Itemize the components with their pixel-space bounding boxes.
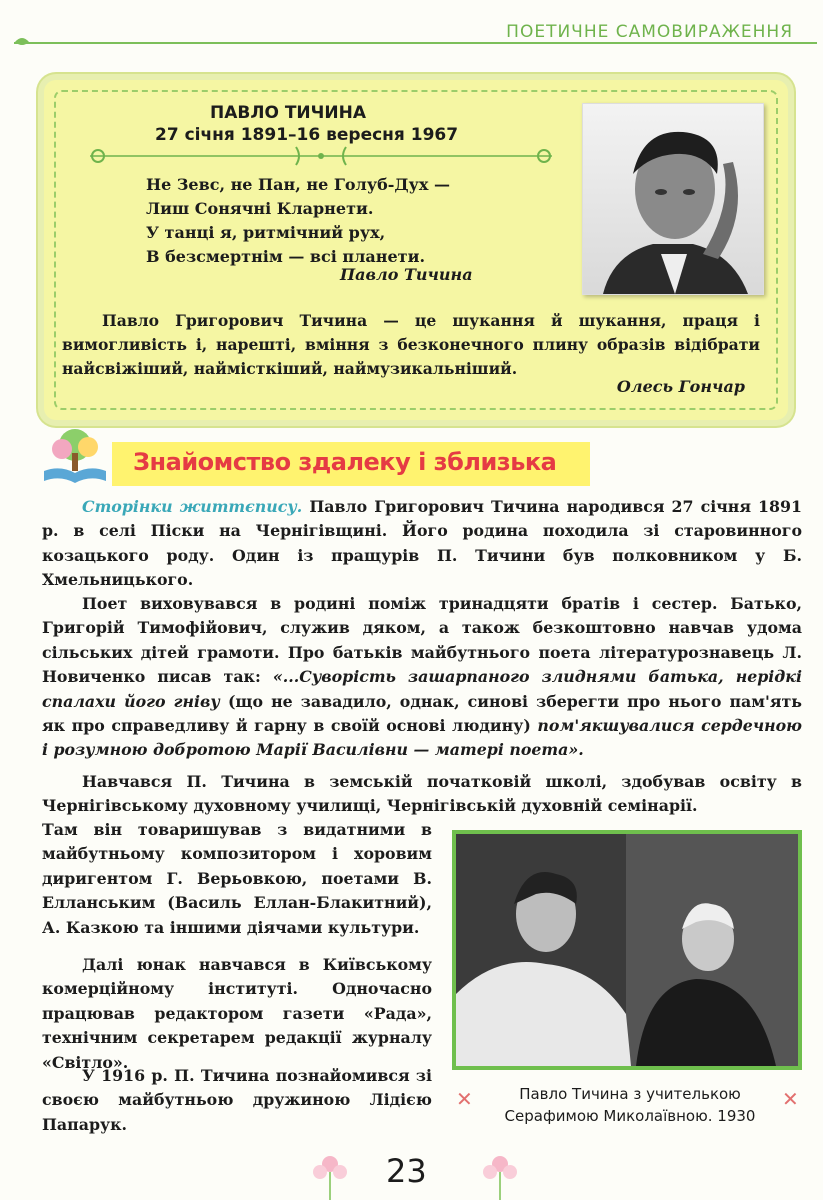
paragraph-3: Навчався П. Тичина в земській початковій школі, здобував освіту в Чернігівському духовному училищі, Чернігівській духовній семінарії. — [42, 772, 802, 816]
section-title: Знайомство здалеку і зблизька — [133, 448, 557, 476]
paragraph-2: Поет виховувався в родині поміж тринадцяти братів і сестер. Батько, Григорій Тимофійович, служив дяком, а також безкоштовно навчав удома сільських дітей грамоти. Про батьків майбутнього поета літературознавець Л. Новиченко писав так: «...Суворість зашарпаного злиднями батька, нерідкі спалахи його гніву (що не завадило, однак, синові зберегти про нього пам'ять як про справедливу й гарну в своїй основі людину) пом'якшувалися сердечною і розумною добротою Марії Василівни — матері поета». — [42, 594, 803, 760]
page-number: 23 — [386, 1152, 427, 1190]
leaf-icon — [14, 36, 30, 48]
book-tree-icon — [40, 425, 110, 487]
quote-author: Олесь Гончар — [616, 377, 745, 396]
poet-dates: 27 січня 1891–16 вересня 1967 — [155, 125, 459, 145]
lead-in: Сторінки життєпису. — [82, 497, 303, 516]
critic-quote: Павло Григорович Тичина — це шукання й шукання, праця і вимогливість і, нарешті, вміння з безконечного плину образів відібрати найсвіжіший, наймісткіший, наймузикальніший. — [62, 311, 760, 378]
verse-author: Павло Тичина — [340, 265, 473, 284]
flower-ornament-icon — [300, 1150, 360, 1200]
paragraph-6: У 1916 р. П. Тичина познайомився зі своєю майбутньою дружиною Лідією Папарук. — [42, 1066, 432, 1134]
verse — [146, 173, 450, 269]
verse-line: Лиш Сонячні Кларнети. — [146, 199, 374, 218]
verse-line: Не Зевс, не Пан, не Голуб-Дух — — [146, 175, 450, 194]
historic-photo — [452, 830, 802, 1070]
verse-line: В безсмертнім — всі планети. — [146, 247, 426, 266]
paragraph-5: Далі юнак навчався в Київському комерційному інституті. Одночасно працював редактором газети «Рада», технічним секретарем редакції журналу «Світло». — [42, 955, 432, 1072]
cross-ornament-icon: ✕ — [456, 1087, 473, 1111]
photo-caption: Павло Тичина з учителькою Серафимою Миколаївною. 1930 — [504, 1085, 756, 1125]
flower-ornament-icon — [470, 1150, 530, 1200]
cross-ornament-icon: ✕ — [782, 1087, 799, 1111]
bold-name: Павло Григорович Тичина — [309, 497, 560, 516]
verse-line: У танці я, ритмічний рух, — [146, 223, 386, 242]
poet-name: ПАВЛО ТИЧИНА — [210, 103, 367, 123]
paragraph-1: Сторінки життєпису. Павло Григорович Тичина народився 27 січня 1891 р. в селі Піски на Чернігівщині. Його родина походила зі старовинного козацького роду. Один із пращурів П. Тичини був полковником у Б. Хмельницького. — [42, 497, 803, 590]
ornament-divider-icon — [86, 141, 556, 171]
poet-portrait — [582, 103, 764, 295]
header-divider — [14, 42, 817, 44]
chapter-title: ПОЕТИЧНЕ САМОВИРАЖЕННЯ — [506, 22, 793, 42]
paragraph-4: Там він товаришував з видатними в майбутньому композитором і хоровим диригентом Г. Верьовкою, поетами В. Елланським (Василь Еллан-Блакитний), А. Казкою та іншими діячами культури. — [42, 820, 432, 937]
